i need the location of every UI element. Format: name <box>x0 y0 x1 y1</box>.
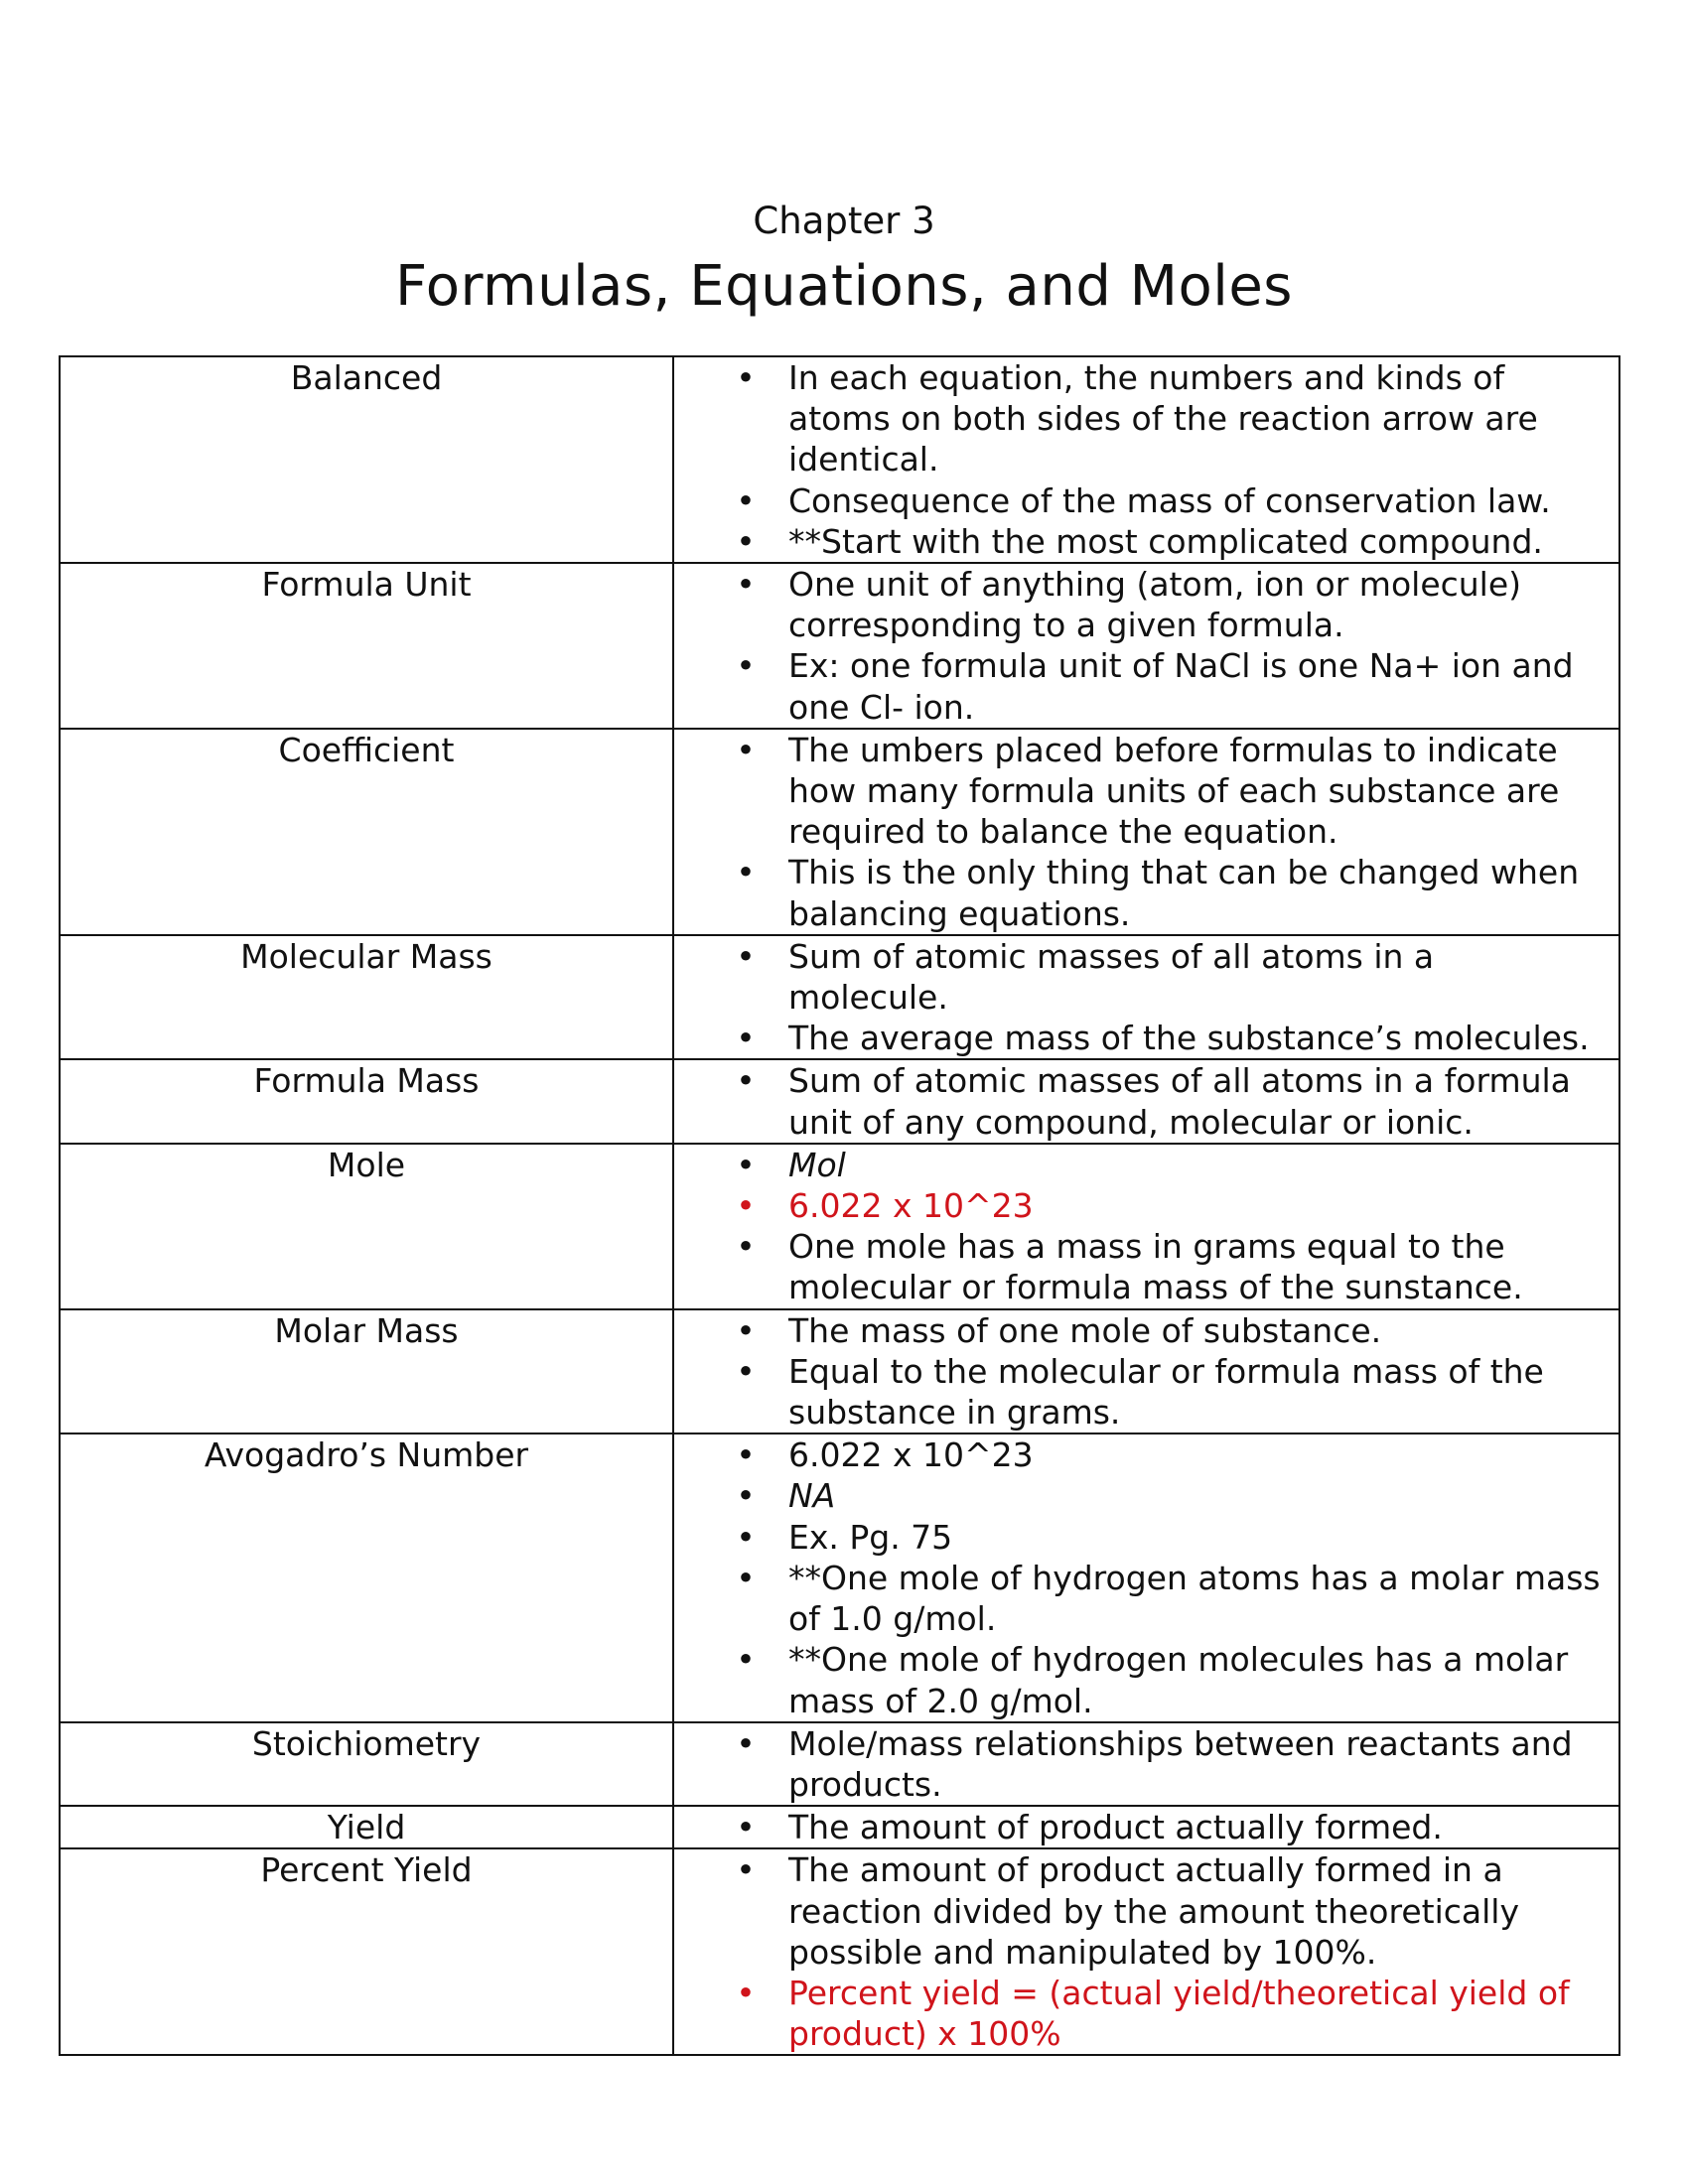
glossary-row <box>60 356 1619 563</box>
glossary-term: Mole <box>60 1144 673 1309</box>
definition-list <box>674 1849 1618 2054</box>
definition-text: 6.022 x 10^23 <box>788 1186 1034 1226</box>
chapter-label: Chapter 3 <box>753 200 935 242</box>
glossary-definitions <box>673 1309 1619 1434</box>
glossary-term: Formula Mass <box>60 1059 673 1143</box>
definition-list <box>674 1145 1618 1308</box>
glossary-term: Formula Unit <box>60 563 673 729</box>
definition-item <box>674 1310 1618 1351</box>
bullet-icon: • <box>736 1517 756 1557</box>
bullet-icon: • <box>736 1723 756 1763</box>
glossary-term: Stoichiometry <box>60 1722 673 1806</box>
definition-item <box>674 1475 1618 1516</box>
bullet-icon: • <box>736 1310 756 1350</box>
definition-item <box>674 1145 1618 1185</box>
bullet-icon: • <box>736 1640 756 1680</box>
glossary-term: Yield <box>60 1806 673 1848</box>
bullet-icon: • <box>736 480 756 520</box>
definition-list <box>674 1310 1618 1433</box>
glossary-definitions <box>673 1722 1619 1806</box>
glossary-definitions <box>673 1059 1619 1143</box>
definition-text: Consequence of the mass of conservation law. <box>788 480 1551 520</box>
glossary-term: Percent Yield <box>60 1848 673 2055</box>
definition-text: **One mole of hydrogen molecules has a molar mass of 2.0 g/mol. <box>788 1640 1569 1720</box>
glossary-row <box>60 1059 1619 1143</box>
glossary-row <box>60 729 1619 935</box>
glossary-term: Coefficient <box>60 729 673 935</box>
glossary-definitions <box>673 935 1619 1060</box>
definition-list <box>674 936 1618 1059</box>
bullet-icon: • <box>736 1186 756 1226</box>
definition-list <box>674 730 1618 934</box>
bullet-icon: • <box>736 358 756 397</box>
bullet-icon: • <box>736 1435 756 1475</box>
definition-item <box>674 852 1618 933</box>
definition-item <box>674 521 1618 562</box>
definition-text: The amount of product actually formed in a reaction divided by the amount theoretically possible and manipulated by 100%. <box>788 1850 1519 1972</box>
bullet-icon: • <box>736 1808 756 1847</box>
definition-item <box>674 1517 1618 1558</box>
definition-item <box>674 1639 1618 1720</box>
bullet-icon: • <box>736 1558 756 1597</box>
glossary-row <box>60 935 1619 1060</box>
definition-text: Equal to the molecular or formula mass of the substance in grams. <box>788 1351 1544 1433</box>
bullet-icon: • <box>736 1351 756 1391</box>
glossary-definitions <box>673 1433 1619 1721</box>
definition-item <box>674 1060 1618 1142</box>
glossary-table <box>59 355 1620 2056</box>
definition-text: Sum of atomic masses of all atoms in a molecule. <box>788 936 1435 1018</box>
definition-item <box>674 357 1618 480</box>
definition-text: One mole has a mass in grams equal to the molecular or formula mass of the sunstance. <box>788 1227 1523 1307</box>
bullet-icon: • <box>736 1227 756 1267</box>
bullet-icon: • <box>736 853 756 892</box>
bullet-icon: • <box>736 521 756 561</box>
bullet-icon: • <box>736 1476 756 1516</box>
definition-item <box>674 1226 1618 1307</box>
definition-item <box>674 480 1618 521</box>
definition-item <box>674 730 1618 853</box>
definition-list <box>674 1434 1618 1720</box>
definition-text: Mole/mass relationships between reactants and products. <box>788 1723 1573 1804</box>
definition-text: Ex. Pg. 75 <box>788 1517 953 1557</box>
glossary-table-body <box>60 356 1619 2055</box>
bullet-icon: • <box>736 730 756 769</box>
definition-list <box>674 564 1618 728</box>
glossary-row <box>60 1144 1619 1309</box>
glossary-definitions <box>673 1144 1619 1309</box>
definition-text: The umbers placed before formulas to indicate how many formula units of each substance are required to balance the equation. <box>788 730 1560 852</box>
definition-item <box>674 1723 1618 1805</box>
glossary-row <box>60 563 1619 729</box>
glossary-row <box>60 1848 1619 2055</box>
glossary-definitions <box>673 1806 1619 1848</box>
bullet-icon: • <box>736 1850 756 1890</box>
definition-item <box>674 1434 1618 1475</box>
page-header <box>0 199 1688 322</box>
glossary-term: Balanced <box>60 356 673 563</box>
glossary-row <box>60 1309 1619 1434</box>
definition-list <box>674 1807 1618 1847</box>
definition-item <box>674 1558 1618 1639</box>
glossary-row <box>60 1806 1619 1848</box>
definition-text: Sum of atomic masses of all atoms in a formula unit of any compound, molecular or ionic. <box>788 1061 1571 1142</box>
glossary-definitions <box>673 1848 1619 2055</box>
glossary-definitions <box>673 356 1619 563</box>
definition-list <box>674 1723 1618 1805</box>
definition-text: **One mole of hydrogen atoms has a molar mass of 1.0 g/mol. <box>788 1558 1601 1639</box>
glossary-row <box>60 1722 1619 1806</box>
bullet-icon: • <box>736 1145 756 1184</box>
definition-text: The mass of one mole of substance. <box>788 1310 1382 1350</box>
glossary-term: Avogadro’s Number <box>60 1433 673 1721</box>
definition-item <box>674 1185 1618 1226</box>
definition-text: **Start with the most complicated compound. <box>788 521 1543 561</box>
definition-item <box>674 564 1618 645</box>
definition-list <box>674 1060 1618 1142</box>
glossary-definitions <box>673 563 1619 729</box>
definition-text: Ex: one formula unit of NaCl is one Na+ ion and one Cl- ion. <box>788 646 1574 727</box>
definition-item <box>674 1849 1618 1973</box>
definition-text: 6.022 x 10^23 <box>788 1435 1034 1475</box>
definition-item <box>674 1018 1618 1058</box>
bullet-icon: • <box>736 1973 756 2012</box>
definition-item <box>674 1973 1618 2054</box>
bullet-icon: • <box>736 936 756 976</box>
glossary-row <box>60 1433 1619 1721</box>
page-title: Formulas, Equations, and Moles <box>395 254 1293 319</box>
bullet-icon: • <box>736 1019 756 1058</box>
glossary-term: Molecular Mass <box>60 935 673 1060</box>
definition-text: NA <box>788 1476 836 1516</box>
definition-text: The average mass of the substance’s molecules. <box>788 1019 1590 1058</box>
bullet-icon: • <box>736 565 756 605</box>
definition-list <box>674 357 1618 562</box>
definition-text: Mol <box>788 1145 846 1184</box>
glossary-definitions <box>673 729 1619 935</box>
bullet-icon: • <box>736 1061 756 1101</box>
definition-item <box>674 1351 1618 1433</box>
definition-text: Percent yield = (actual yield/theoretical yield of product) x 100% <box>788 1973 1570 2054</box>
definition-text: In each equation, the numbers and kinds of atoms on both sides of the reaction arrow are identical. <box>788 358 1538 479</box>
glossary-term: Molar Mass <box>60 1309 673 1434</box>
definition-text: The amount of product actually formed. <box>788 1808 1443 1847</box>
definition-item <box>674 936 1618 1018</box>
bullet-icon: • <box>736 646 756 686</box>
definition-item <box>674 645 1618 727</box>
definition-text: One unit of anything (atom, ion or molecule) corresponding to a given formula. <box>788 565 1522 645</box>
definition-text: This is the only thing that can be changed when balancing equations. <box>788 853 1580 933</box>
definition-item <box>674 1807 1618 1847</box>
